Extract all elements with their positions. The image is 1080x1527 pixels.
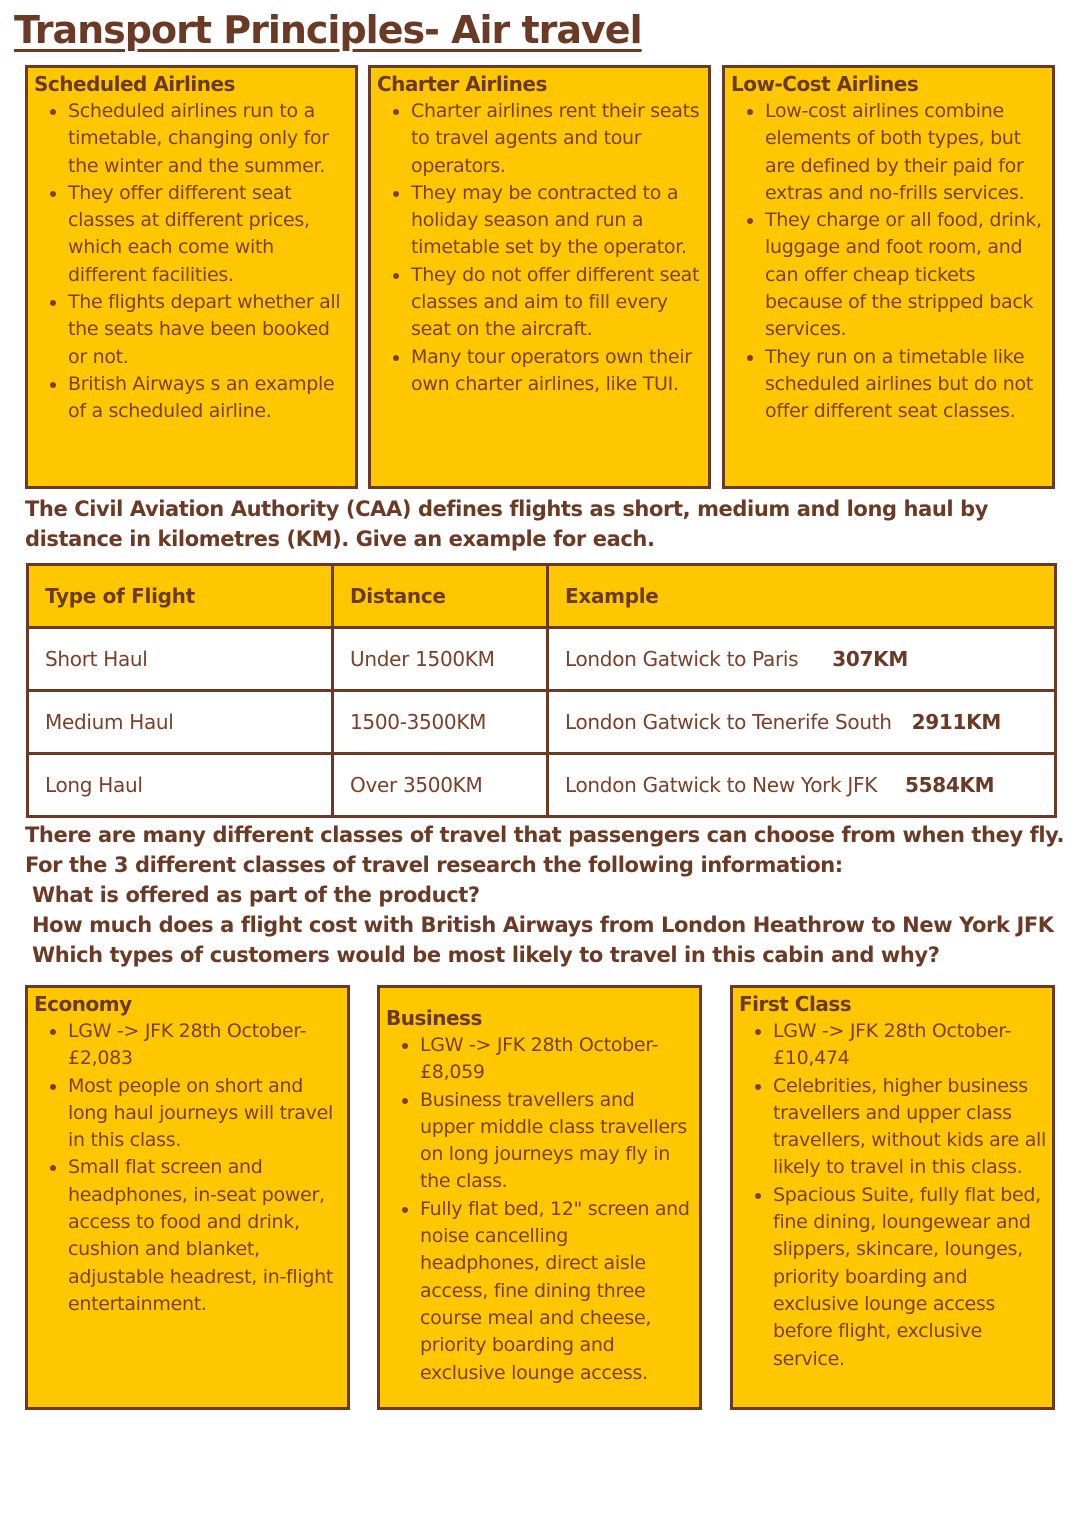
list-item: • They offer different seat classes at different prices, which each come with different facilities. <box>68 180 349 289</box>
list-item: • Celebrities, higher business travellers and upper class travellers, without kids are all likely to travel in this class. <box>773 1073 1046 1182</box>
list-item: • They run on a timetable like scheduled airlines but do not offer different seat classes. <box>765 344 1046 426</box>
scheduled-airlines-box <box>25 65 358 489</box>
first-class-heading: First Class <box>739 992 852 1016</box>
flight-type-cell: Short Haul <box>28 628 333 691</box>
column-header-example: Example <box>548 565 1056 628</box>
example-route: London Gatwick to Tenerife South <box>565 710 892 734</box>
page-title: Transport Principles- Air travel <box>14 8 642 52</box>
example-route: London Gatwick to Paris <box>565 647 799 671</box>
list-item: • Charter airlines rent their seats to travel agents and tour operators. <box>411 98 702 180</box>
caa-instruction: The Civil Aviation Authority (CAA) defines flights as short, medium and long haul by distance in kilometres (KM). Give an example for each. <box>25 497 989 551</box>
example-distance: 307KM <box>832 647 908 671</box>
list-item: • The flights depart whether all the seats have been booked or not. <box>68 289 349 371</box>
classes-intro-line-1: There are many different classes of travel that passengers can choose from when they fly. <box>25 823 1065 847</box>
list-item: • LGW -> JFK 28th October- £2,083 <box>68 1018 341 1073</box>
scheduled-airlines-heading: Scheduled Airlines <box>34 72 235 96</box>
list-item: • Spacious Suite, fully flat bed, fine dining, loungewear and slippers, skincare, lounges, priority boarding and exclusive lounge access before flight, exclusive service. <box>773 1182 1046 1373</box>
charter-airlines-heading: Charter Airlines <box>377 72 547 96</box>
list-item: • British Airways s an example of a scheduled airline. <box>68 371 349 426</box>
list-item: • Scheduled airlines run to a timetable, changing only for the winter and the summer. <box>68 98 349 180</box>
list-item: • They may be contracted to a holiday season and run a timetable set by the operator. <box>411 180 702 262</box>
list-item: • LGW -> JFK 28th October- £10,474 <box>773 1018 1046 1073</box>
low-cost-airlines-box <box>722 65 1055 489</box>
example-distance: 2911KM <box>911 710 1001 734</box>
economy-class-box <box>25 985 350 1410</box>
list-item: • They do not offer different seat classes and aim to fill every seat on the aircraft. <box>411 262 702 344</box>
business-heading: Business <box>386 1006 482 1030</box>
list-item: • LGW -> JFK 28th October- £8,059 <box>420 1032 693 1087</box>
first-class-list <box>739 1018 1046 1373</box>
list-item: • Most people on short and long haul journeys will travel in this class. <box>68 1073 341 1155</box>
example-route: London Gatwick to New York JFK <box>565 773 878 797</box>
economy-list <box>34 1018 341 1318</box>
column-header-type: Type of Flight <box>28 565 333 628</box>
economy-heading: Economy <box>34 992 132 1016</box>
list-item: • Fully flat bed, 12" screen and noise cancelling headphones, direct aisle access, fine dining three course meal and cheese, priority boarding and exclusive lounge access. <box>420 1196 693 1387</box>
distance-cell: Over 3500KM <box>333 754 548 817</box>
flight-type-cell: Medium Haul <box>28 691 333 754</box>
classes-question-cost: How much does a flight cost with British Airways from London Heathrow to New York JFK <box>32 913 1054 937</box>
list-item: • Low-cost airlines combine elements of both types, but are defined by their paid for extras and no-frills services. <box>765 98 1046 207</box>
flight-type-cell: Long Haul <box>28 754 333 817</box>
business-class-box <box>377 985 702 1410</box>
list-item: • They charge or all food, drink, luggage and foot room, and can offer cheap tickets because of the stripped back services. <box>765 207 1046 343</box>
example-cell <box>548 754 1056 817</box>
example-distance: 5584KM <box>905 773 995 797</box>
scheduled-airlines-list <box>34 98 349 426</box>
first-class-box <box>730 985 1055 1410</box>
table-row <box>28 754 1056 817</box>
flight-haul-table <box>26 563 1057 818</box>
classes-question-offered: What is offered as part of the product? <box>32 883 480 907</box>
example-cell <box>548 691 1056 754</box>
distance-cell: 1500-3500KM <box>333 691 548 754</box>
classes-intro-line-2: For the 3 different classes of travel research the following information: <box>25 853 843 877</box>
list-item: • Many tour operators own their own charter airlines, like TUI. <box>411 344 702 399</box>
column-header-distance: Distance <box>333 565 548 628</box>
table-header-row <box>28 565 1056 628</box>
business-list <box>386 1032 693 1387</box>
classes-question-customers: Which types of customers would be most likely to travel in this cabin and why? <box>32 943 940 967</box>
list-item: • Small flat screen and headphones, in-seat power, access to food and drink, cushion and blanket, adjustable headrest, in-flight entertainment. <box>68 1154 341 1318</box>
charter-airlines-box <box>368 65 711 489</box>
charter-airlines-list <box>377 98 702 398</box>
example-cell <box>548 628 1056 691</box>
list-item: • Business travellers and upper middle class travellers on long journeys may fly in the class. <box>420 1087 693 1196</box>
table-row <box>28 628 1056 691</box>
low-cost-airlines-list <box>731 98 1046 426</box>
table-row <box>28 691 1056 754</box>
low-cost-airlines-heading: Low-Cost Airlines <box>731 72 919 96</box>
distance-cell: Under 1500KM <box>333 628 548 691</box>
